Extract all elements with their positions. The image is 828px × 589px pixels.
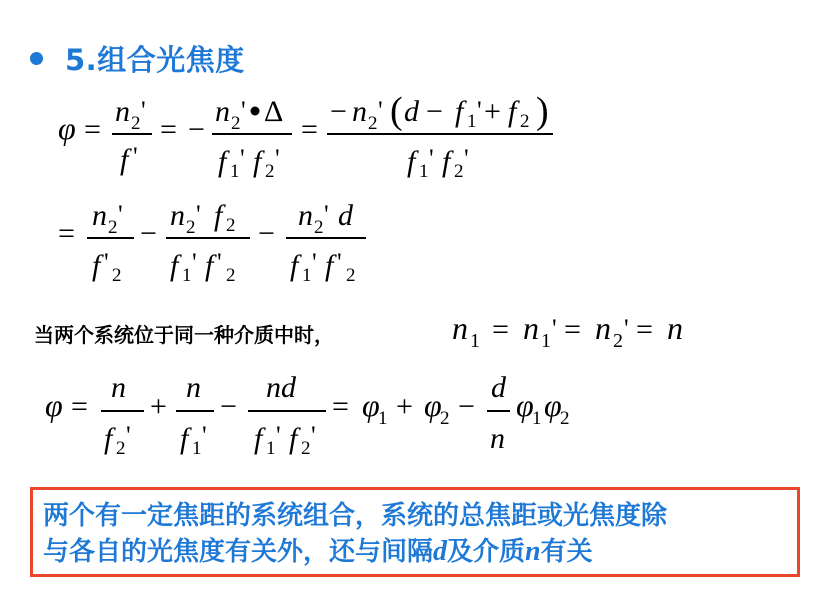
formula-line-1 (0, 90, 828, 180)
svg-text:=: = (71, 390, 88, 423)
formula-line-3 (0, 364, 828, 459)
svg-text:1: 1 (419, 161, 429, 182)
svg-text:2: 2 (520, 111, 530, 132)
svg-text:φ: φ (516, 387, 534, 423)
svg-text:2: 2 (131, 113, 141, 134)
svg-text:n: n (352, 95, 367, 128)
svg-text:1: 1 (541, 330, 551, 352)
svg-text:': ' (337, 248, 342, 277)
formula-2-svg (0, 194, 828, 284)
svg-text:': ' (192, 248, 197, 277)
svg-text:': ' (133, 142, 138, 171)
svg-text:2: 2 (613, 330, 623, 352)
svg-text:−: − (220, 390, 237, 423)
svg-text:−: − (330, 95, 347, 128)
svg-text:': ' (141, 96, 146, 125)
svg-text:2: 2 (454, 161, 464, 182)
svg-text:+: + (484, 95, 501, 128)
svg-text:n: n (92, 199, 107, 232)
conclusion-text-a: 与各自的光焦度有关外，还与间隔 (43, 537, 434, 567)
svg-text:1: 1 (230, 161, 240, 182)
svg-text:2: 2 (368, 113, 378, 134)
svg-text:=: = (636, 313, 653, 346)
condition-text: 当两个系统位于同一种介质中时， (34, 323, 334, 347)
svg-text:': ' (196, 200, 201, 229)
svg-text:2: 2 (231, 113, 241, 134)
svg-text:−: − (458, 390, 475, 423)
svg-text:2: 2 (186, 217, 196, 238)
svg-text:φ: φ (45, 387, 63, 423)
svg-text:2: 2 (108, 217, 118, 238)
svg-text:n: n (298, 199, 313, 232)
svg-text:f: f (104, 422, 113, 455)
svg-text:1: 1 (192, 438, 202, 459)
svg-text:f: f (254, 422, 263, 455)
svg-text:n: n (595, 310, 611, 346)
svg-text:n: n (111, 371, 126, 404)
svg-text:': ' (324, 200, 329, 229)
svg-text:Δ: Δ (264, 95, 284, 128)
svg-text:=: = (160, 113, 177, 146)
svg-text:2: 2 (265, 161, 275, 182)
svg-text:': ' (276, 421, 281, 450)
svg-text:1: 1 (378, 408, 388, 429)
conclusion-line-2 (43, 534, 787, 570)
svg-text:f: f (214, 199, 223, 232)
svg-text:f: f (205, 249, 214, 282)
svg-text:': ' (312, 248, 317, 277)
svg-text:': ' (378, 96, 383, 125)
svg-text:1: 1 (302, 265, 312, 286)
svg-text:1: 1 (182, 265, 192, 286)
svg-text:−: − (188, 113, 205, 146)
svg-text:f: f (170, 249, 179, 282)
svg-text:2: 2 (226, 215, 236, 236)
svg-text:+: + (396, 390, 413, 423)
formula-3-svg (0, 364, 828, 459)
heading-text: 5.组合光焦度 (65, 43, 245, 77)
svg-text:=: = (301, 113, 318, 146)
svg-text:1: 1 (467, 111, 477, 132)
svg-text:(: ( (390, 90, 403, 132)
section-heading (30, 38, 245, 79)
svg-text:f: f (455, 95, 464, 128)
svg-text:f: f (120, 143, 129, 176)
svg-text:−: − (140, 217, 157, 250)
svg-text:2: 2 (346, 265, 356, 286)
svg-text:=: = (332, 390, 349, 423)
var-d: d (433, 536, 448, 567)
svg-text:': ' (477, 96, 482, 125)
svg-text:2: 2 (440, 408, 450, 429)
svg-text:φ: φ (58, 110, 76, 146)
svg-text:': ' (126, 421, 131, 450)
svg-text:': ' (202, 421, 207, 450)
svg-text:f: f (290, 249, 299, 282)
svg-text:2: 2 (301, 438, 311, 459)
svg-text:2: 2 (314, 217, 324, 238)
svg-text:f: f (180, 422, 189, 455)
svg-text:n: n (490, 422, 505, 455)
svg-text:1: 1 (532, 408, 542, 429)
svg-text:': ' (552, 314, 557, 343)
svg-text:2: 2 (112, 265, 122, 286)
svg-text:': ' (624, 314, 629, 343)
svg-text:+: + (150, 390, 167, 423)
formula-line-2 (0, 194, 828, 284)
conclusion-box (30, 487, 800, 577)
svg-text:': ' (217, 248, 222, 277)
svg-text:nd: nd (266, 371, 296, 404)
svg-text:=: = (492, 313, 509, 346)
svg-text:': ' (429, 144, 434, 173)
svg-text:': ' (311, 421, 316, 450)
svg-text:': ' (118, 200, 123, 229)
svg-text:n: n (170, 199, 185, 232)
condition-formula (0, 305, 828, 355)
svg-text:2: 2 (560, 408, 570, 429)
svg-text:': ' (240, 144, 245, 173)
svg-text:': ' (241, 96, 246, 125)
svg-text:f: f (325, 249, 334, 282)
svg-text:f: f (407, 145, 416, 178)
svg-text:=: = (84, 113, 101, 146)
svg-text:n: n (186, 371, 201, 404)
var-n: n (525, 536, 541, 567)
svg-text:): ) (536, 90, 549, 132)
svg-text:f: f (218, 145, 227, 178)
svg-text:d: d (338, 199, 353, 232)
svg-text:n: n (215, 95, 230, 128)
conclusion-text-b: 及介质 (447, 537, 526, 567)
svg-text:φ: φ (544, 387, 562, 423)
svg-text:2: 2 (226, 265, 236, 286)
svg-text:−: − (426, 95, 443, 128)
svg-text:f: f (92, 249, 101, 282)
conclusion-line-1: 两个有一定焦距的系统组合，系统的总焦距或光焦度除 (43, 501, 668, 531)
svg-text:n: n (523, 310, 539, 346)
svg-text:n: n (452, 310, 468, 346)
bullet-icon (30, 52, 43, 65)
svg-text:f: f (442, 145, 451, 178)
svg-text:−: − (258, 217, 275, 250)
svg-text:1: 1 (470, 330, 480, 352)
svg-text:f: f (253, 145, 262, 178)
svg-text:': ' (275, 144, 280, 173)
svg-text:=: = (58, 217, 75, 250)
condition-formula-svg (0, 305, 828, 355)
conclusion-text-c: 有关 (540, 537, 593, 567)
formula-1-svg (0, 90, 828, 180)
svg-text:f: f (289, 422, 298, 455)
svg-text:d: d (491, 371, 506, 404)
svg-text:1: 1 (266, 438, 276, 459)
svg-text:f: f (508, 95, 517, 128)
svg-text:2: 2 (116, 438, 126, 459)
svg-text:φ: φ (362, 387, 380, 423)
svg-text:=: = (564, 313, 581, 346)
svg-text:φ: φ (424, 387, 442, 423)
svg-text:n: n (667, 310, 683, 346)
svg-text:n: n (115, 95, 130, 128)
svg-text:': ' (104, 248, 109, 277)
svg-text:': ' (464, 144, 469, 173)
svg-text:d: d (404, 95, 419, 128)
